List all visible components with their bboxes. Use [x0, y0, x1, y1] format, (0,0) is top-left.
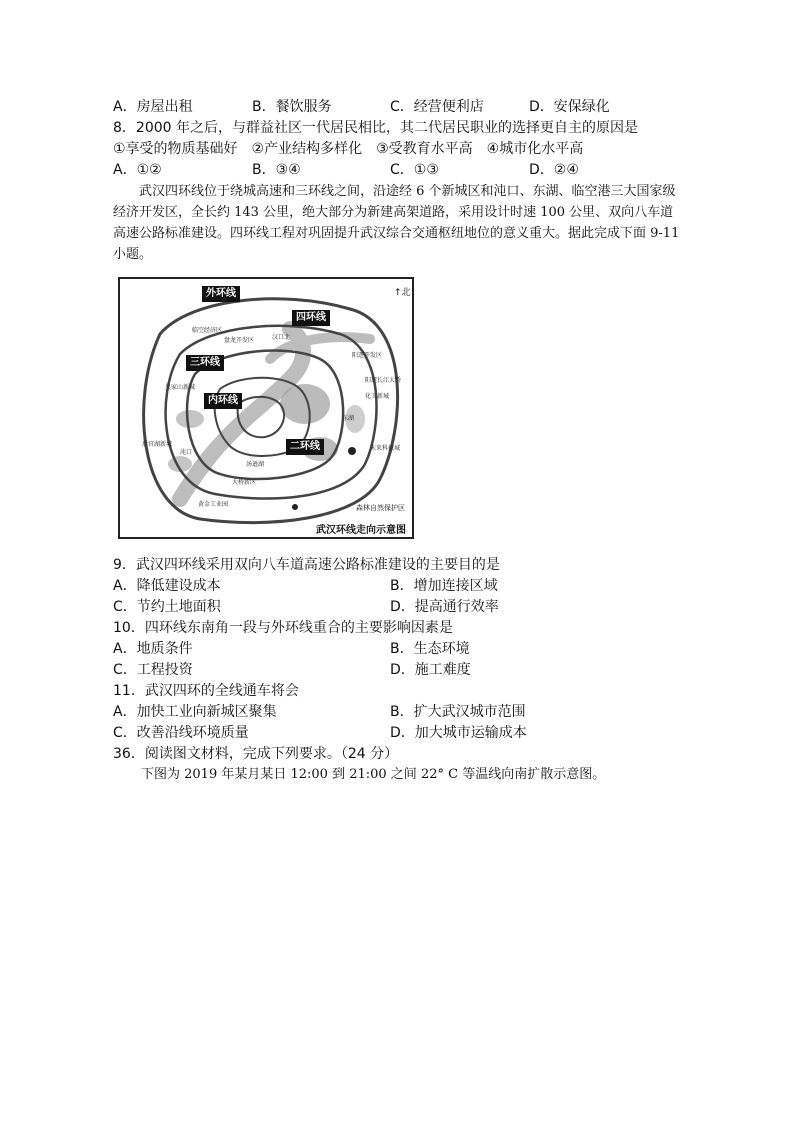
q9-option-a: A．降低建设成本	[113, 578, 221, 594]
place-daqiao: 大桥新区	[232, 479, 257, 486]
q8-option-c: C．①③	[390, 162, 439, 178]
q11-stem: 11．武汉四环的全线通车将会	[113, 683, 299, 699]
ring-label-inner: 内环线	[204, 393, 242, 409]
place-wujiashan: 吴家山新城	[165, 384, 196, 391]
place-yangluo-bridge: 阳逻长江大桥	[365, 377, 402, 384]
place-huangjin: 黄金工业园	[198, 501, 229, 508]
q7-option-a: A．房屋出租	[113, 99, 193, 115]
east-lake	[280, 384, 330, 424]
ring-label-outer: 外环线	[202, 286, 240, 302]
q7-option-b: B．餐饮服务	[252, 99, 332, 115]
q8-stem: 8．2000 年之后，与群益社区一代居民相比，其二代居民职业的选择更自主的原因是	[113, 120, 638, 136]
place-yangluo: 阳逻开发区	[352, 352, 383, 359]
q8-option-d: D．②④	[529, 162, 579, 178]
q10-option-d: D．施工难度	[390, 662, 471, 678]
q36-intro: 下图为 2019 年某月某日 12:00 到 21:00 之间 22° C 等温线向南扩散示意图。	[141, 767, 606, 782]
q9-option-d: D．提高通行效率	[390, 599, 499, 615]
q8-option-a: A．①②	[113, 162, 162, 178]
ring-label-third: 三环线	[186, 355, 224, 371]
lake-west	[176, 410, 204, 428]
north-label: 北	[401, 288, 411, 298]
forest-reserve-marker	[348, 447, 356, 455]
ring-label-second: 二环线	[286, 439, 324, 455]
q11-option-b: B．扩大武汉城市范围	[390, 704, 526, 720]
q7-option-c: C．经营便利店	[390, 99, 484, 115]
place-houguanhu: 后官湖新城	[142, 441, 173, 448]
q9-option-b: B．增加连接区域	[390, 578, 498, 594]
forest-legend-symbol	[292, 504, 298, 510]
place-donghu: 东湖	[342, 415, 355, 422]
q11-option-c: C．改善沿线环境质量	[113, 725, 249, 741]
passage	[113, 181, 683, 265]
map-drawing	[120, 279, 412, 537]
q11-option-a: A．加快工业向新城区聚集	[113, 704, 277, 720]
passage-text: 武汉四环线位于绕城高速和三环线之间，沿途经 6 个新城区和沌口、东湖、临空港三大国家级经济开发区，全长约 143 公里，绝大部分为新建高架道路，采用设计时速 100 公里、双向八车道高速公路标准建设。四环线工程对巩固提升武汉综合交通枢纽地位的意义重大。据此完成下面 9-11 小题。	[113, 184, 680, 262]
place-zhuankou: 沌口	[180, 449, 193, 456]
q7-option-d: D．安保绿化	[529, 99, 610, 115]
q11-option-d: D．加大城市运输成本	[390, 725, 527, 741]
q9-stem: 9．武汉四环线采用双向八车道高速公路标准建设的主要目的是	[113, 557, 500, 573]
map-caption: 武汉环线走向示意图	[316, 525, 406, 536]
q10-option-a: A．地质条件	[113, 641, 193, 657]
q10-option-c: C．工程投资	[113, 662, 193, 678]
place-future-city: 未来科技城	[370, 445, 401, 452]
q8-option-b: B．③④	[252, 162, 301, 178]
place-panlong: 盘龙开发区	[224, 337, 255, 344]
ring-label-fourth: 四环线	[292, 310, 330, 326]
q10-option-b: B．生态环境	[390, 641, 470, 657]
wuhan-ring-road-map	[118, 277, 414, 539]
q8-items: ①享受的物质基础好 ②产业结构多样化 ③受教育水平高 ④城市化水平高	[113, 141, 584, 157]
north-arrow: ↑北	[394, 288, 411, 298]
place-chemical: 化工新城	[365, 393, 390, 400]
map-legend: 森林自然保护区	[356, 504, 405, 512]
q9-option-c: C．节约土地面积	[113, 599, 221, 615]
place-linkong: 临空经济区	[192, 327, 223, 334]
q36-stem: 36．阅读图文材料，完成下列要求。（24 分）	[113, 746, 399, 762]
q10-stem: 10．四环线东南角一段与外环线重合的主要影响因素是	[113, 620, 453, 636]
place-tangxunhu: 汤逊湖	[246, 461, 265, 468]
place-hankoubei: 汉口北	[272, 334, 291, 341]
